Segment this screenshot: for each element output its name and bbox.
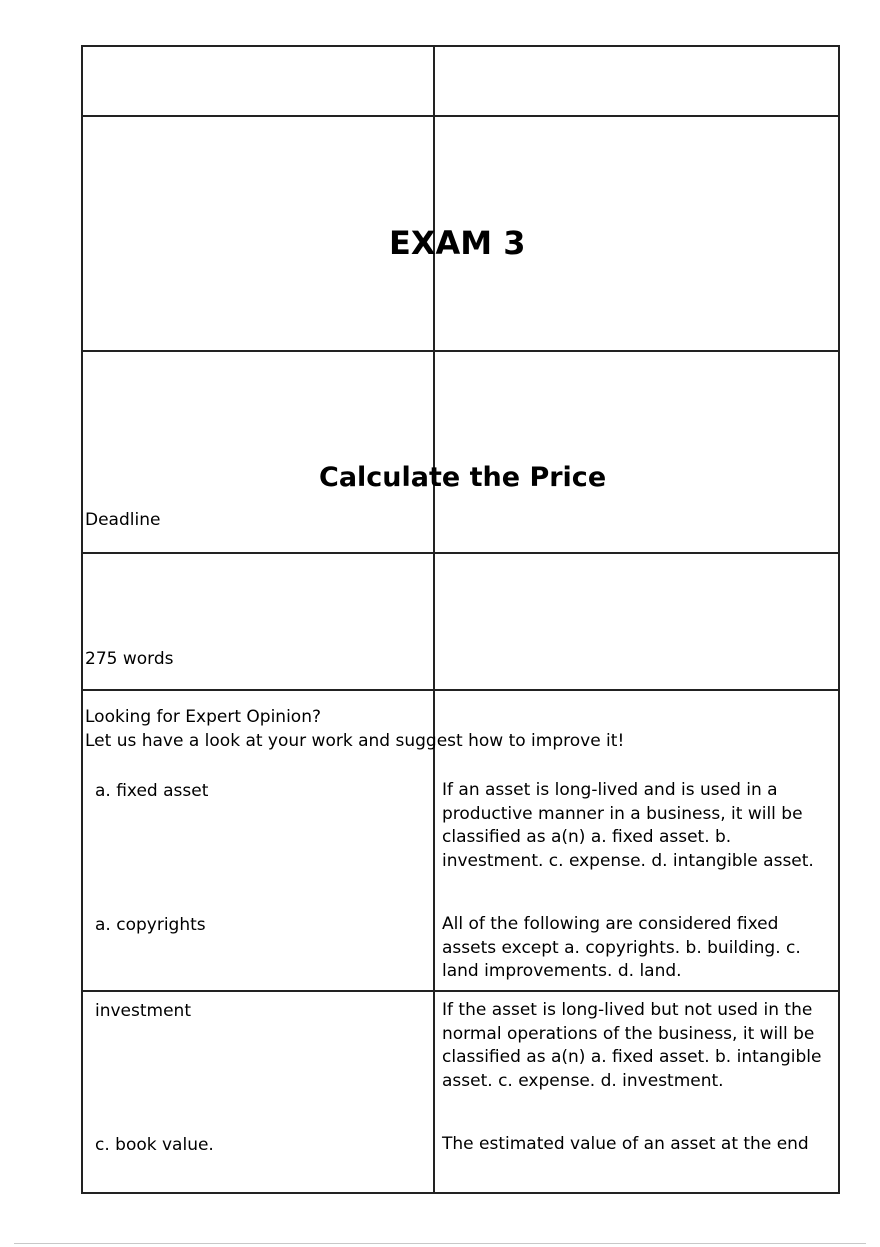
card-answer: a. copyrights: [95, 915, 206, 935]
card-answer: investment: [95, 1001, 191, 1021]
table-row-divider: [81, 990, 840, 992]
card-question: All of the following are considered fixed assets except a. copyrights. b. building. c. land improvements. d. land.: [442, 914, 801, 982]
table-row-divider: [81, 350, 840, 352]
table-row-divider: [81, 689, 840, 691]
card-question: The estimated value of an asset at the end: [442, 1134, 809, 1154]
table-row-divider: [81, 552, 840, 554]
card-question: If the asset is long-lived but not used in the normal operations of the business, it will be classified as a(n) a. fixed asset. b. intangible asset. c. expense. d. investment.: [442, 1000, 822, 1091]
expert-opinion-heading[interactable]: Looking for Expert Opinion?: [85, 707, 321, 727]
card-question: If an asset is long-lived and is used in a productive manner in a business, it will be classified as a(n) a. fixed asset. b. investment. c. expense. d. intangible asset.: [442, 780, 814, 871]
table-column-divider: [433, 45, 435, 1194]
card-answer: a. fixed asset: [95, 781, 209, 801]
table-row-divider: [81, 115, 840, 117]
word-count-label[interactable]: 275 words: [85, 649, 174, 669]
page-title: EXAM 3: [389, 224, 526, 262]
card-answer: c. book value.: [95, 1135, 214, 1155]
expert-opinion-text[interactable]: Let us have a look at your work and suggest how to improve it!: [85, 731, 625, 751]
deadline-label[interactable]: Deadline: [85, 510, 161, 530]
page-footer-divider: [14, 1243, 866, 1244]
calculate-price-heading[interactable]: Calculate the Price: [319, 462, 607, 493]
